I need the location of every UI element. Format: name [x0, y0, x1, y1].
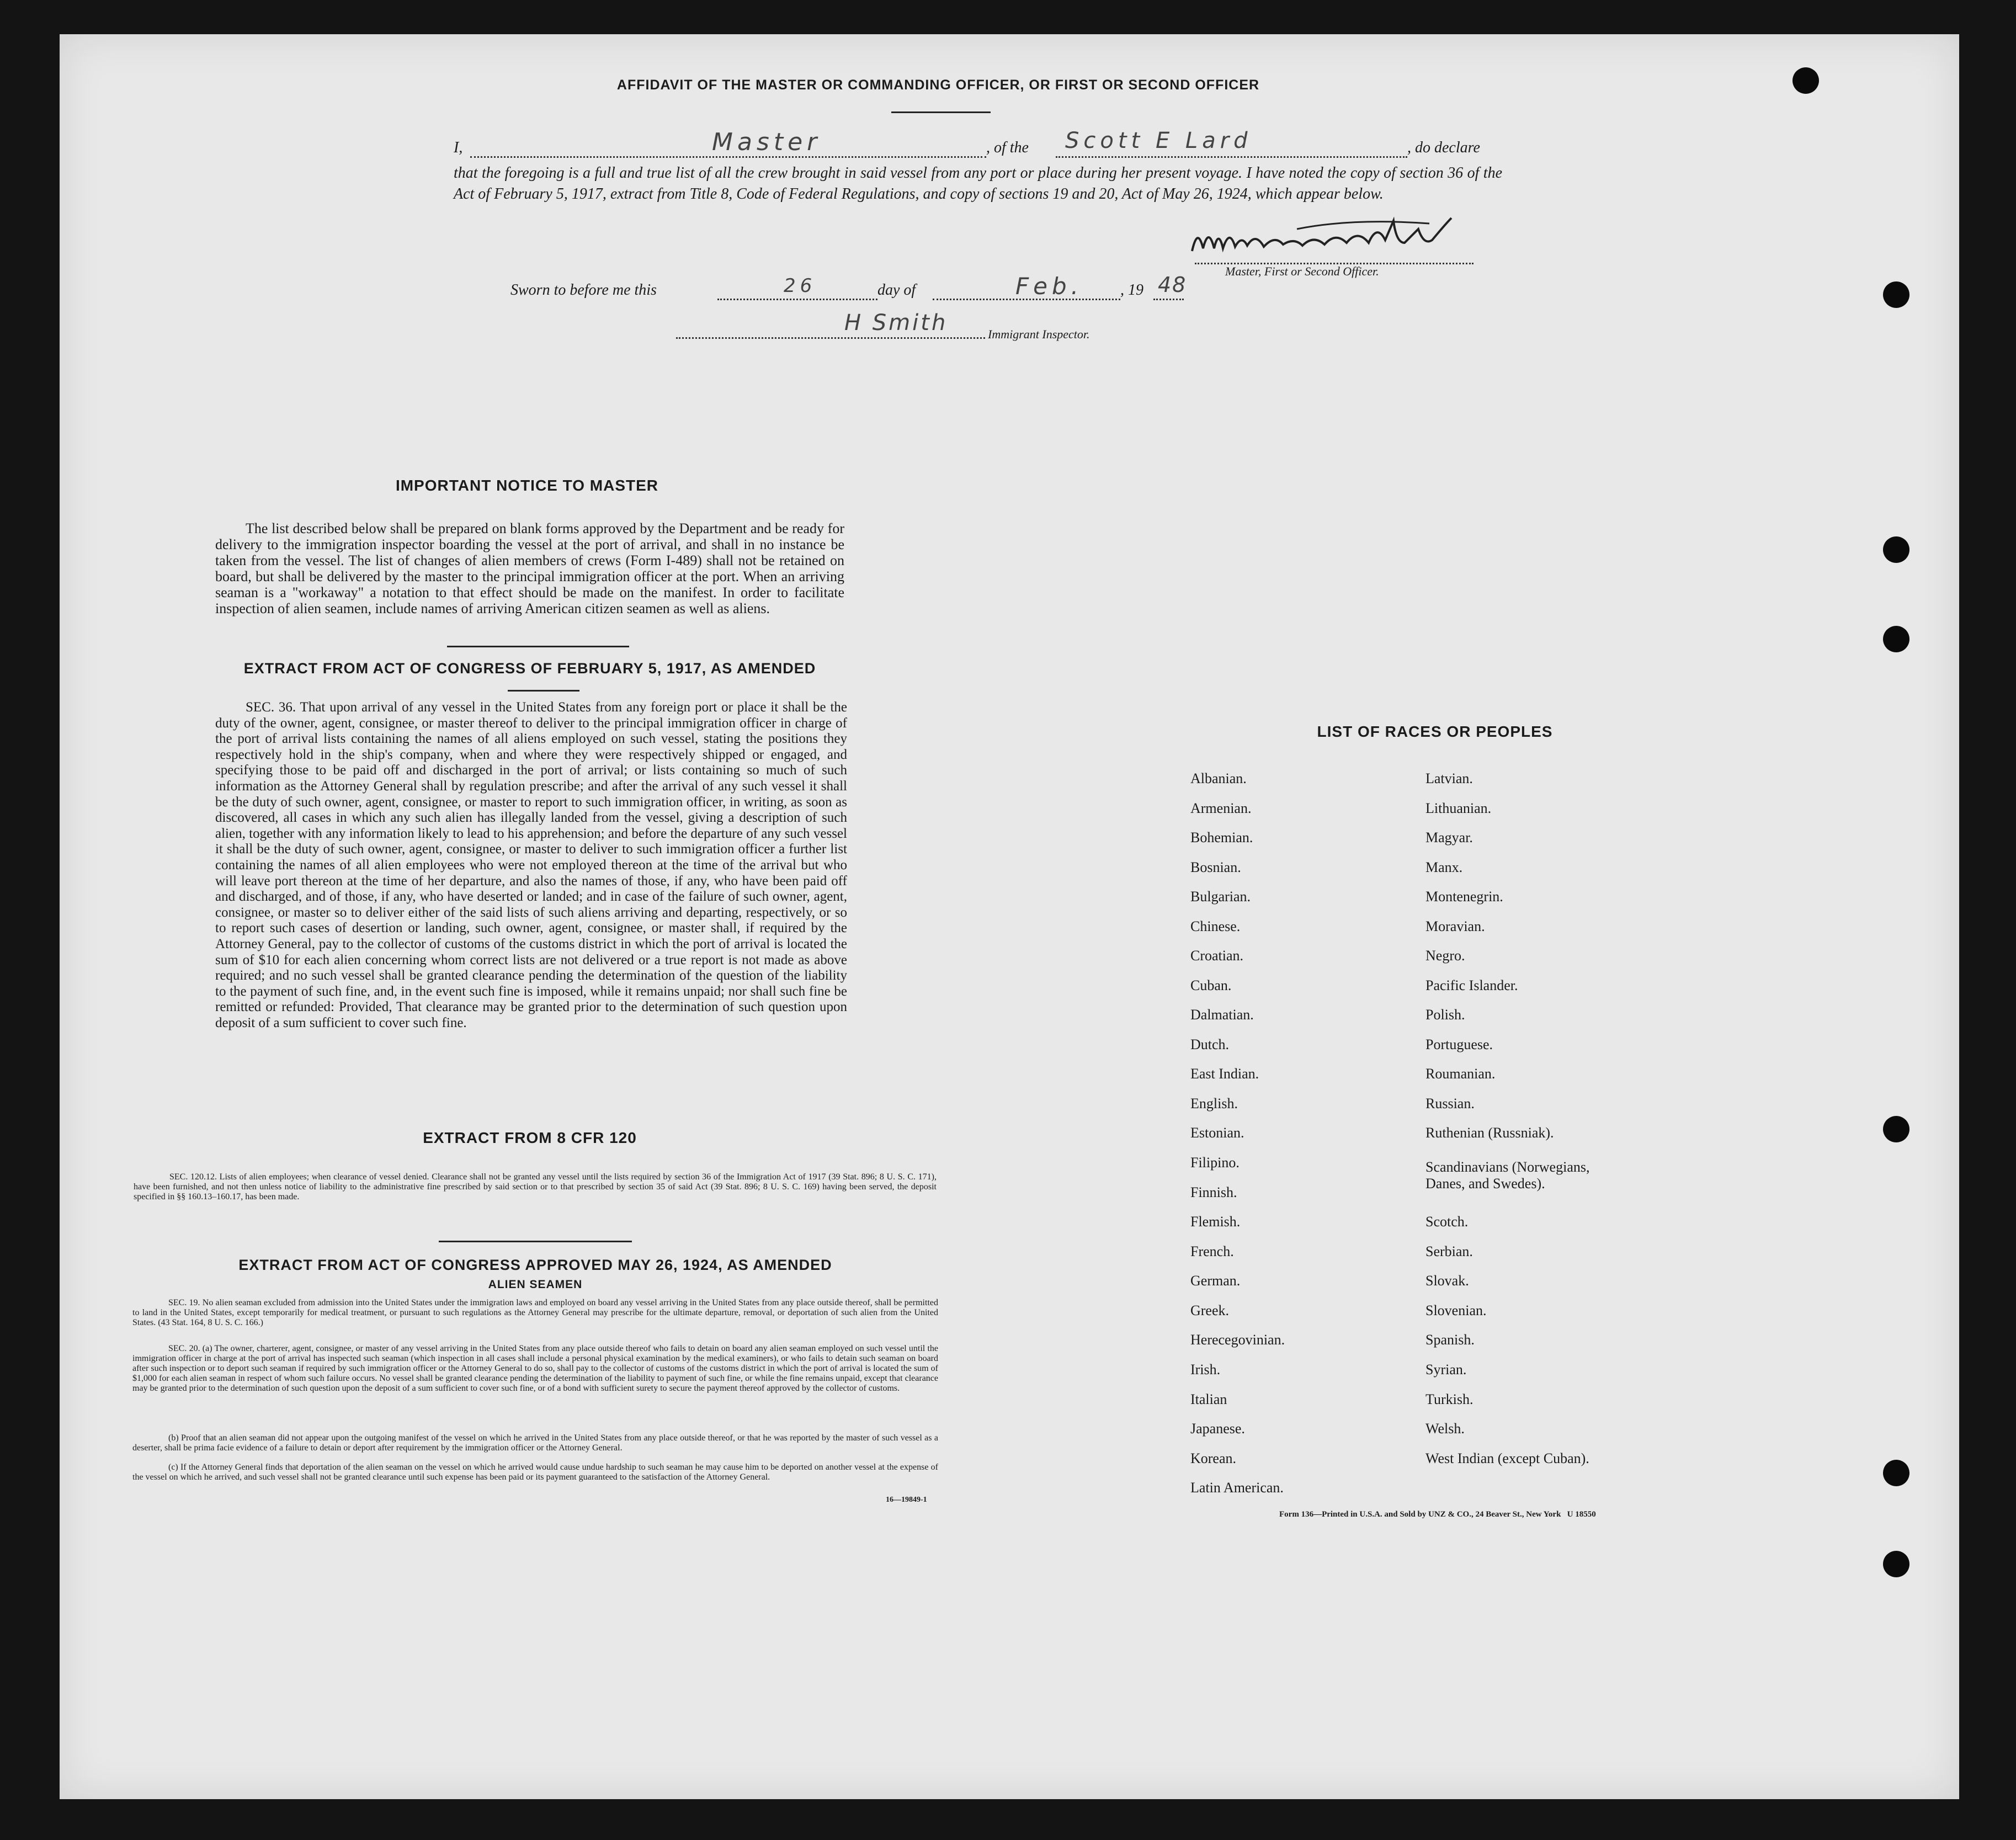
master-field-line: [470, 156, 986, 158]
race-left-1: Albanian.: [1190, 770, 1247, 786]
do-declare-label: , do declare: [1407, 139, 1480, 156]
race-right-4: Manx.: [1425, 859, 1463, 875]
race-right-6: Moravian.: [1425, 918, 1485, 934]
race-left-10: Dutch.: [1190, 1036, 1230, 1052]
punch-hole-2: [1883, 281, 1909, 308]
race-right-2: Lithuanian.: [1425, 800, 1492, 816]
race-right-5: Montenegrin.: [1425, 889, 1503, 905]
race-left-4: Bosnian.: [1190, 859, 1241, 875]
race-right-17: Slovak.: [1425, 1273, 1469, 1289]
race-right-11: Roumanian.: [1425, 1066, 1496, 1082]
inspector-caption: Immigrant Inspector.: [988, 327, 1090, 341]
alien-seamen-subtitle: ALIEN SEAMEN: [488, 1278, 583, 1291]
race-right-19: Spanish.: [1425, 1332, 1475, 1348]
sworn-year: 48: [1158, 273, 1187, 297]
race-right-8: Pacific Islander.: [1425, 977, 1518, 993]
race-left-24: Korean.: [1190, 1450, 1237, 1466]
race-left-25: Latin American.: [1190, 1480, 1284, 1496]
extract-1924-title: EXTRACT FROM ACT OF CONGRESS APPROVED MAY 26, 1924, AS AMENDED: [238, 1257, 832, 1273]
race-right-23: West Indian (except Cuban).: [1425, 1450, 1589, 1466]
signature-caption: Master, First or Second Officer.: [1225, 264, 1379, 278]
affidavit-title: AFFIDAVIT OF THE MASTER OR COMMANDING OFFICER, OR FIRST OR SECOND OFFICER: [616, 77, 1260, 93]
extract-1917-rule: [508, 690, 579, 692]
of-the-label: , of the: [986, 139, 1029, 156]
year-prefix: , 19: [1120, 281, 1143, 299]
race-right-12: Russian.: [1425, 1096, 1475, 1112]
vessel-handwritten: Scott E Lard: [1065, 128, 1252, 153]
race-left-7: Croatian.: [1190, 948, 1244, 964]
race-left-21: Irish.: [1190, 1362, 1221, 1378]
race-right-1: Latvian.: [1425, 770, 1473, 786]
punch-hole-7: [1883, 1551, 1909, 1577]
race-right-16: Serbian.: [1425, 1243, 1473, 1259]
punch-hole-3: [1883, 536, 1909, 563]
section-36-text: SEC. 36. That upon arrival of any vessel in the United States from any foreign port or place it shall be the duty of the owner, agent, consignee, or master thereof to deliver to the principal immigration officer in charge of the port of arrival lists containing the names of all aliens employed on such vessel, stating the positions they respectively hold in the ship's company, when and where they were respectively shipped or engaged, and specifying those to be paid off and discharged in the port of arrival; or lists containing so much of such information as the Attorney General shall by regulation prescribe; and after the arrival of any such vessel it shall be the duty of such owner, agent, consignee, or master to report to such immigration officer, in writing, as soon as discovered, all cases in which any such alien has illegally landed from the vessel, giving a description of such alien, together with any information likely to lead to his apprehension; and before the departure of any such vessel it shall be the duty of such owner, agent, consignee, or master to deliver to such immigration officer a further list containing the names of all alien employees who were not employed thereon at the time of the arrival but who will leave port thereon at the time of her departure, and also the names of those, if any, who have been paid off and discharged, and of those, if any, who have deserted or landed; and in case of the failure of such owner, agent, consignee, or master so to deliver either of the said lists of such aliens arriving and departing, respectively, or so to report such cases of desertion or landing, such owner, agent, consignee, or master shall, if required by the Attorney General, pay to the collector of customs of the customs district in which the port of arrival is located the sum of $10 for each alien concerning whom correct lists are not delivered or a true report is not made as above required; and no such vessel shall be granted clearance pending the determination of the question of the liability to the payment of such fine, and, in the event such fine is imposed, while it remains unpaid; nor shall such fine be remitted or refunded: Provided, That clearance may be granted prior to the determination of such question upon deposit of a sum sufficient to cover such fine.: [215, 700, 847, 1030]
race-left-6: Chinese.: [1190, 918, 1241, 934]
race-left-15: Finnish.: [1190, 1184, 1237, 1200]
race-left-11: East Indian.: [1190, 1066, 1259, 1082]
sec-20a-text: SEC. 20. (a) The owner, charterer, agent, consignee, or master of any vessel arriving in the United States from any place outside thereof who fails to detain on board any alien seaman employed on such vessel until the immigration officer in charge at the port of arrival has inspected such seaman (which inspection in all cases shall include a personal physical examination by the medical examiners), or who fails to detain such seaman on board after such inspection or to deport such seaman if required by such immigration officer or the Attorney General to do so, shall pay to the collector of customs of the customs district in which the port of arrival is located the sum of $1,000 for each alien seaman in respect of whom such failure occurs. No vessel shall be granted clearance pending the determination of the liability to payment of such fine, or while the fine remains unpaid, except that clearance may be granted prior to the determination of such question upon the deposit of a sum sufficient to cover such fine, or of a bond with sufficient surety to secure the payment thereof approved by the collector of customs.: [132, 1344, 938, 1393]
race-right-22: Welsh.: [1425, 1421, 1465, 1437]
race-left-5: Bulgarian.: [1190, 889, 1251, 905]
cfr-rule: [439, 1241, 632, 1242]
race-right-10: Portuguese.: [1425, 1036, 1493, 1052]
race-left-16: Flemish.: [1190, 1214, 1241, 1230]
inspector-line: [676, 337, 985, 339]
sworn-day: 26: [784, 275, 817, 297]
declarant-prefix: I,: [454, 139, 463, 156]
affidavit-body: that the foregoing is a full and true list of all the crew brought in said vessel from any port or place during her present voyage. I have noted the copy of section 36 of the Act of February 5, 1917, extract from Title 8, Code of Federal Regulations, and copy of sections 19 and 20, Act of May 26, 1924, which appear below.: [454, 164, 1502, 203]
punch-hole-5: [1883, 1116, 1909, 1142]
race-right-9: Polish.: [1425, 1007, 1465, 1023]
race-right-18: Slovenian.: [1425, 1302, 1487, 1318]
race-left-3: Bohemian.: [1190, 829, 1253, 845]
cfr-text: SEC. 120.12. Lists of alien employees; when clearance of vessel denied. Clearance shall not be granted any vessel until the lists required by section 36 of the Immigration Act of 1917 (39 Stat. 896; 8 U. S. C. 171), have been furnished, and not then unless notice of liability to the administrative fine prescribed by said section or to that prescribed by section 35 of said Act (39 Stat. 896; 8 U. S. C. 169) having been served, the deposit specified in §§ 160.13–160.17, has been made.: [134, 1172, 937, 1201]
sworn-label: Sworn to before me this: [510, 281, 657, 299]
day-of-label: day of: [877, 281, 916, 299]
race-right-14: Scandinavians (Norwegians, Danes, and Swedes).: [1425, 1159, 1590, 1192]
printer-footer: Form 136—Printed in U.S.A. and Sold by UNZ & CO., 24 Beaver St., New York U 18550: [1279, 1510, 1596, 1519]
race-left-12: English.: [1190, 1096, 1238, 1112]
race-left-14: Filipino.: [1190, 1155, 1240, 1171]
master-signature: [1187, 212, 1485, 265]
sec-19-text: SEC. 19. No alien seaman excluded from admission into the United States under the immigration laws and employed on board any vessel arriving in the United States from any place outside thereof, shall be permitted to land in the United States, except temporarily for medical treatment, or pursuant to such regulations as the Attorney General may prescribe for the ultimate departure, removal, or deportation of such alien from the United States. (43 Stat. 164, 8 U. S. C. 166.): [132, 1298, 938, 1327]
race-left-23: Japanese.: [1190, 1421, 1245, 1437]
notice-text: The list described below shall be prepared on blank forms approved by the Department and be ready for delivery to the immigration inspector boarding the vessel at the port of arrival, and shall in no instance be taken from the vessel. The list of changes of alien members of crews (Form I-489) shall not be retained on board, but shall be delivered by the master to the principal immigration officer at the port. When an arriving seaman is a "workaway" a notation to that effect should be made on the manifest. In order to facilitate inspection of alien seamen, include names of arriving American citizen seamen as well as aliens.: [215, 520, 844, 616]
day-field-line: [717, 299, 877, 300]
race-left-20: Herecegovinian.: [1190, 1332, 1285, 1348]
race-right-15: Scotch.: [1425, 1214, 1469, 1230]
notice-rule: [447, 646, 629, 647]
extract-cfr-title: EXTRACT FROM 8 CFR 120: [423, 1129, 637, 1146]
inspector-signature: H Smith: [844, 310, 948, 336]
vessel-field-line: [1056, 156, 1407, 158]
race-right-7: Negro.: [1425, 948, 1465, 964]
race-right-13: Ruthenian (Russniak).: [1425, 1125, 1554, 1141]
extract-1917-title: EXTRACT FROM ACT OF CONGRESS OF FEBRUARY 5, 1917, AS AMENDED: [243, 660, 816, 677]
form-number: 16—19849-1: [886, 1496, 927, 1504]
notice-title: IMPORTANT NOTICE TO MASTER: [395, 477, 659, 494]
race-left-19: Greek.: [1190, 1302, 1230, 1318]
year-field-line: [1153, 299, 1184, 300]
punch-hole-6: [1883, 1460, 1909, 1486]
races-title: LIST OF RACES OR PEOPLES: [1317, 723, 1553, 740]
sec-20c-text: (c) If the Attorney General finds that deportation of the alien seaman on the vessel on which he arrived would cause undue hardship to such seaman he may cause him to be deported on another vessel at the expense of the vessel on which he arrived, and such vessel shall not be granted clearance until such expense has been paid or its payment guaranteed to the satisfaction of the Attorney General.: [132, 1463, 938, 1482]
race-left-2: Armenian.: [1190, 800, 1252, 816]
race-right-3: Magyar.: [1425, 829, 1473, 845]
race-left-8: Cuban.: [1190, 977, 1232, 993]
race-right-20: Syrian.: [1425, 1362, 1467, 1378]
race-left-13: Estonian.: [1190, 1125, 1244, 1141]
master-handwritten: Master: [712, 128, 822, 156]
punch-hole-4: [1883, 626, 1909, 652]
race-left-17: French.: [1190, 1243, 1234, 1259]
sec-20b-text: (b) Proof that an alien seaman did not appear upon the outgoing manifest of the vessel on which he arrived in the United States from any place outside thereof, or that he was reported by the master of such vessel as a deserter, shall be prima facie evidence of a failure to detain or deport after requirement by the immigration officer or the Attorney General.: [132, 1433, 938, 1453]
race-right-21: Turkish.: [1425, 1391, 1474, 1407]
race-left-18: German.: [1190, 1273, 1241, 1289]
race-left-9: Dalmatian.: [1190, 1007, 1254, 1023]
sworn-month: Feb.: [1015, 273, 1083, 300]
punch-hole-1: [1792, 67, 1819, 94]
race-left-22: Italian: [1190, 1391, 1227, 1407]
title-rule: [891, 111, 991, 113]
